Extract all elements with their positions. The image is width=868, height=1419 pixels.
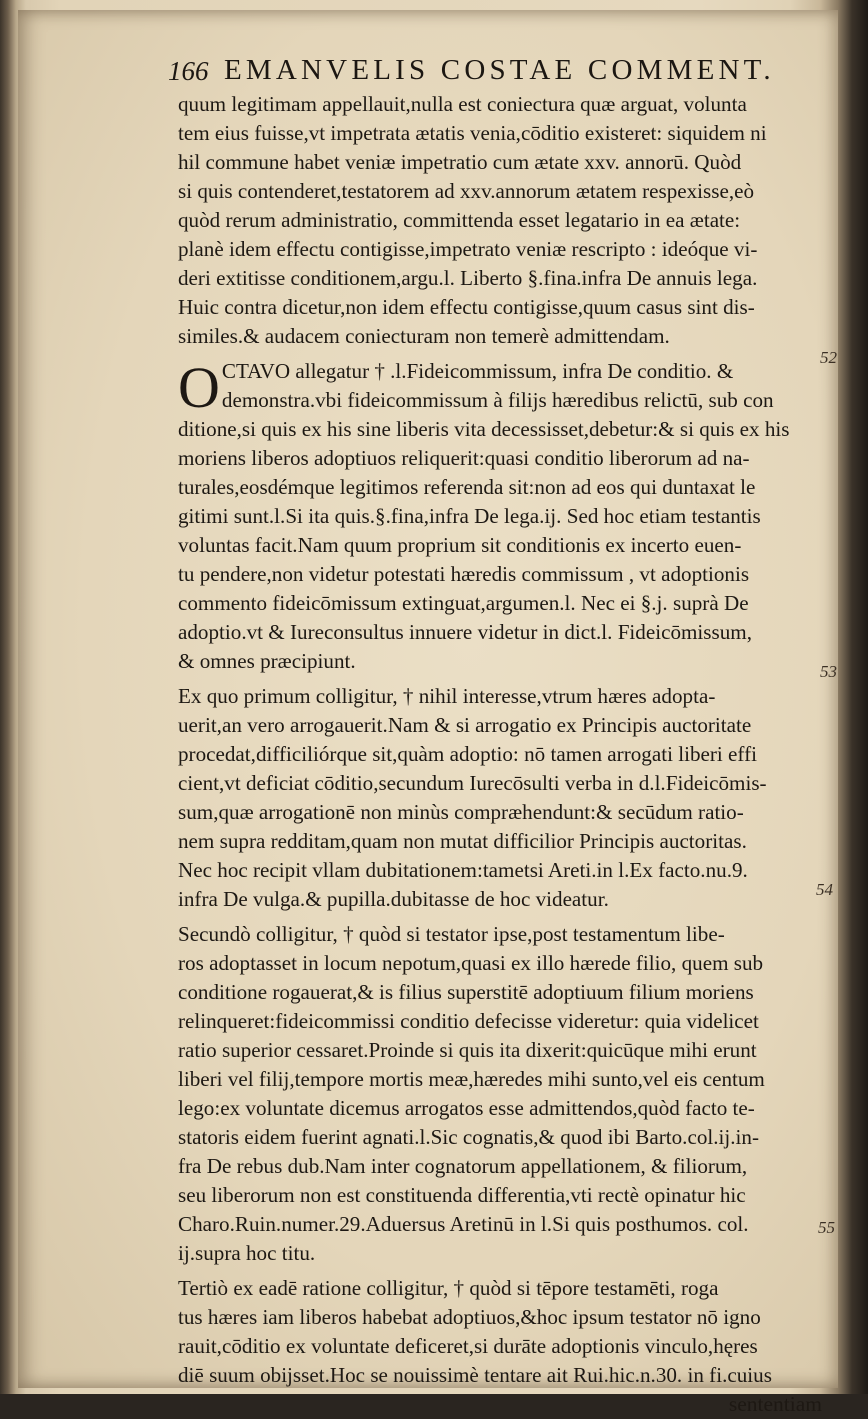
text-line: Charo.Ruin.numer.29.Aduersus Aretinū in l.Si quis posthumos. col. [178, 1212, 749, 1236]
margin-number-55: 55 [818, 1218, 835, 1237]
text-line: lego:ex voluntate dicemus arrogatos esse admittendos,quòd facto te- [178, 1096, 755, 1120]
margin-number-54: 54 [816, 880, 833, 899]
text-line: sum,quæ arrogationē non minùs compræhendunt:& secūdum ratio- [178, 800, 744, 824]
text-line: rauit,cōditio ex voluntate deficeret,si durāte adoptionis vinculo,hęres [178, 1334, 758, 1358]
text-line: tu pendere,non videtur potestati hæredis commissum , vt adoptionis [178, 562, 750, 586]
text-line: fra De rebus dub.Nam inter cognatorum appellationem, & filiorum, [178, 1154, 748, 1178]
text-line: ros adoptasset in locum nepotum,quasi ex illo hærede filio, quem sub [178, 951, 764, 975]
text-line: liberi vel filij,tempore mortis meæ,hæredes mihi sunto,vel eis centum [178, 1067, 765, 1091]
text-line: & omnes præcipiunt. [178, 649, 356, 673]
text-line: Tertiò ex eadē ratione colligitur, † quòd si tēpore testamēti, roga [178, 1276, 719, 1300]
text-line: planè idem effectu contigisse,impetrato veniæ rescripto : ideóque vi- [178, 237, 758, 261]
text-line: Secundò colligitur, † quòd si testator ipse,post testamentum libe- [178, 922, 725, 946]
text-line: ditione,si quis ex his sine liberis vita decessisset,debetur:& si quis ex his [178, 417, 790, 441]
text-line: diē suum obijsset.Hoc se nouissimè tentare ait Rui.hic.n.30. in fi.cuius [178, 1363, 772, 1387]
body-text [178, 90, 840, 1419]
text-line: quum legitimam appellauit,nulla est coniectura quæ arguat, volunta [178, 92, 747, 116]
text-line: cient,vt deficiat cōditio,secundum Iurecōsulti verba in d.l.Fideicōmis- [178, 771, 767, 795]
paragraph [178, 920, 840, 1268]
text-line: ratio superior cessaret.Proinde si quis ita dixerit:quicūque mihi erunt [178, 1038, 757, 1062]
paragraph [178, 682, 840, 914]
margin-number-52: 52 [820, 348, 837, 367]
text-line: quòd rerum administratio, committenda esset legatario in ea ætate: [178, 208, 741, 232]
text-line: moriens liberos adoptiuos reliquerit:quasi conditio liberorum ad na- [178, 446, 750, 470]
running-head: EMANVELIS COSTAE COMMENT. [224, 54, 775, 86]
text-line: demonstra.vbi fideicommissum à filijs hæredibus relictū, sub con [221, 388, 774, 412]
book-page [18, 10, 838, 1416]
page-header [168, 54, 808, 90]
text-line: seu liberorum non est constituenda differentia,vti rectè opinatur hic [178, 1183, 746, 1207]
paragraph [178, 1274, 840, 1390]
margin-number-53: 53 [820, 662, 837, 681]
text-line: Nec hoc recipit vllam dubitationem:tametsi Areti.in l.Ex facto.nu.9. [178, 858, 748, 882]
text-line: voluntas facit.Nam quum proprium sit conditionis ex incerto euen- [178, 533, 742, 557]
text-line: gitimi sunt.l.Si ita quis.§.fina,infra De lega.ij. Sed hoc etiam testantis [178, 504, 761, 528]
text-line: procedat,difficiliórque sit,quàm adoptio: nō tamen arrogati liberi effi [178, 742, 757, 766]
text-line: deri extitisse conditionem,argu.l. Liberto §.fina.infra De annuis lega. [178, 266, 758, 290]
drop-cap: O [178, 355, 220, 420]
text-line: CTAVO allegatur † .l.Fideicommissum, infra De conditio. & [221, 359, 734, 383]
text-line: commento fideicōmissum extinguat,argumen.l. Nec ei §.j. suprà De [178, 591, 749, 615]
text-line: similes.& audacem coniecturam non temerè admittendam. [178, 324, 670, 348]
text-line: Huic contra dicetur,non idem effectu contigisse,quum casus sint dis- [178, 295, 755, 319]
text-line: Ex quo primum colligitur, † nihil interesse,vtrum hæres adopta- [178, 684, 716, 708]
text-line: ij.supra hoc titu. [178, 1241, 316, 1265]
text-line: si quis contenderet,testatorem ad xxv.annorum ætatem respexisse,eò [178, 179, 755, 203]
text-line: turales,eosdémque legitimos referenda sit:non ad eos qui duntaxat le [178, 475, 756, 499]
text-line: hil commune habet veniæ impetratio cum ætate xxv. annorū. Quòd [178, 150, 742, 174]
text-line: nem supra redditam,quam non mutat difficilior Principis auctoritas. [178, 829, 747, 853]
text-line: relinqueret:fideicommissi conditio defecisse videretur: quia videlicet [178, 1009, 759, 1033]
paragraph [178, 90, 840, 351]
text-line: statoris eidem fuerint agnati.l.Sic cognatis,& quod ibi Barto.col.ij.in- [178, 1125, 759, 1149]
page-number: 166 [168, 56, 209, 86]
text-line: adoptio.vt & Iureconsultus innuere videtur in dict.l. Fideicōmissum, [178, 620, 752, 644]
catchword: sententiam [728, 1392, 822, 1416]
text-line: infra De vulga.& pupilla.dubitasse de hoc videatur. [178, 887, 609, 911]
text-line: tus hæres iam liberos habebat adoptiuos,&hoc ipsum testator nō igno [178, 1305, 761, 1329]
text-line: conditione rogauerat,& is filius superstitē adoptiuum filium moriens [178, 980, 754, 1004]
text-line: uerit,an vero arrogauerit.Nam & si arrogatio ex Principis auctoritate [178, 713, 752, 737]
text-line: tem eius fuisse,vt impetrata ætatis venia,cōditio existeret: siquidem ni [178, 121, 767, 145]
paragraph [178, 357, 840, 676]
